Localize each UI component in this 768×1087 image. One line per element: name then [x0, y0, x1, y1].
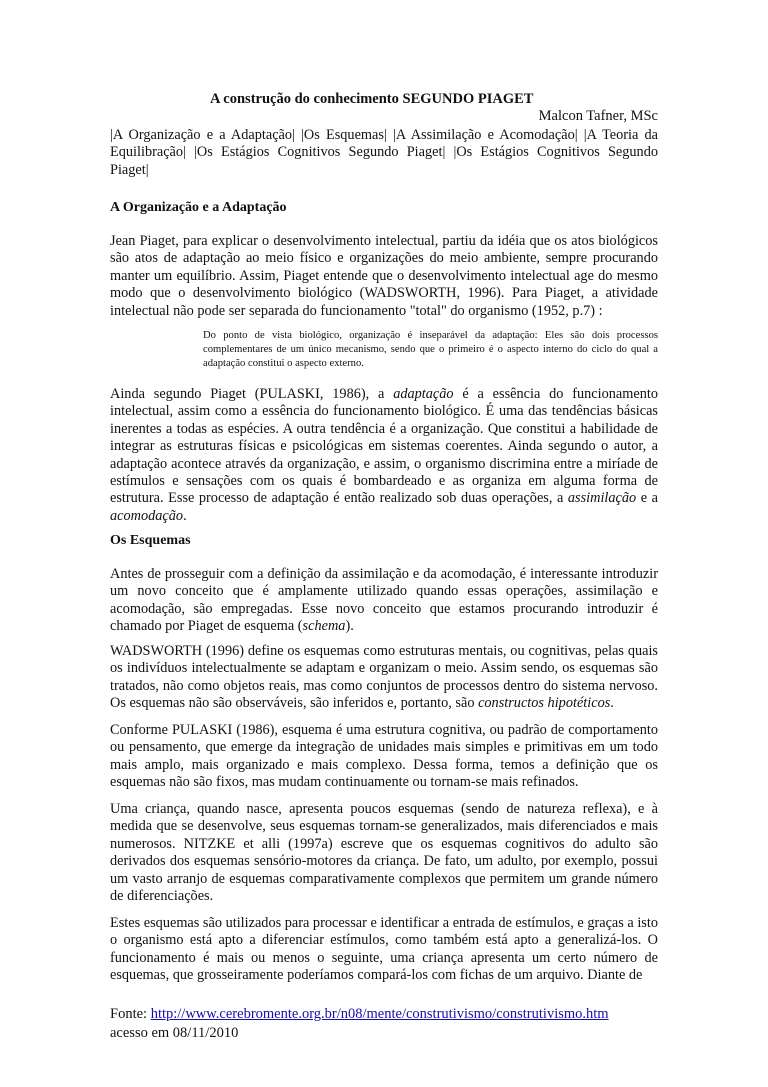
emphasis-schema: schema: [302, 618, 346, 635]
footer-source: [110, 1005, 609, 1043]
author-name: Malcon Tafner, MSc: [538, 108, 658, 124]
footer-label: Fonte:: [110, 1006, 151, 1022]
document-title: A construção do conhecimento SEGUNDO PIAGET: [210, 91, 534, 107]
paragraph: Conforme PULASKI (1986), esquema é uma estrutura cognitiva, ou padrão de comportamento ou pensamento, que emerge da integração de unidades mais simples e primitivas em um todo mais amplo, mais organizado e mais complexo. Dessa forma, temos a definição que os esquemas não são fixos, mas mudam continuamente ou tornam-se mais refinados.: [110, 722, 658, 791]
source-link[interactable]: http://www.cerebromente.org.br/n08/mente/construtivismo/construtivismo.htm: [150, 1006, 609, 1022]
emphasis-adaptacao: adaptação: [393, 386, 454, 402]
paragraph: Jean Piaget, para explicar o desenvolvimento intelectual, partiu da idéia que os atos biológicos são atos de adaptação ao meio físico e organizações do meio ambiente, sempre procurando manter um equilíbrio. Assim, Piaget entende que o desenvolvimento intelectual age do mesmo modo que o desenvolvimento biológico (WADSWORTH, 1996). Para Piaget, a atividade intelectual não pode ser separada do funcionamento "total" do organismo (1952, p.7) :: [110, 233, 658, 319]
paragraph: Antes de prosseguir com a definição da assimilação e da acomodação, é interessante introduzir um novo conceito que é amplamente utilizado quando essas operações, assimilação e acomodação, são empregadas. Esse novo conceito que estamos procurando introduzir é chamado por Piaget de esquema (schema).: [110, 566, 658, 635]
footer-access-date: acesso em 08/11/2010: [110, 1025, 239, 1041]
section-heading-organizacao: A Organização e a Adaptação: [110, 200, 287, 215]
table-of-contents: |A Organização e a Adaptação| |Os Esquemas| |A Assimilação e Acomodação| |A Teoria da Equilibração| |Os Estágios Cognitivos Segundo Piaget| |Os Estágios Cognitivos Segundo Piaget|: [110, 127, 658, 178]
emphasis-acomodacao: acomodação: [110, 507, 184, 524]
paragraph: Ainda segundo Piaget (PULASKI, 1986), a adaptação é a essência do funcionamento intelectual, assim como a essência do funcionamento biológico. É uma das tendências básicas inerentes a todas as espécies. A outra tendência é a organização. Que constitui a habilidade de integrar as estruturas físicas e psicológicas em sistemas coerentes. Ainda segundo o autor, a adaptação acontece através da organização, e assim, o organismo discrimina entre a miríade de estímulos e sensações com os quais é bombardeado e as organiza em alguma forma de estrutura. Esse processo de adaptação é então realizado sob duas operações, a assimilação e a acomodação.: [110, 386, 658, 524]
paragraph: Uma criança, quando nasce, apresenta poucos esquemas (sendo de natureza reflexa), e à medida que se desenvolve, seus esquemas tornam-se generalizados, mais diferenciados e mais numerosos. NITZKE et alli (1997a) escreve que os esquemas cognitivos do adulto são derivados dos esquemas sensório-motores da criança. De fato, um adulto, por exemplo, possui um vasto arranjo de esquemas comparativamente complexos que permitem um grande número de diferenciações.: [110, 801, 658, 905]
paragraph: WADSWORTH (1996) define os esquemas como estruturas mentais, ou cognitivas, pelas quais os indivíduos intelectualmente se adaptam e organizam o meio. Assim sendo, os esquemas são tratados, não como objetos reais, mas como conjuntos de processos dentro do sistema nervoso. Os esquemas não são observáveis, são inferidos e, portanto, são constructos hipotéticos.: [110, 643, 658, 712]
block-quote: Do ponto de vista biológico, organização é inseparável da adaptação: Eles são dois processos complementares de um único mecanismo, sendo que o primeiro é o aspecto interno do ciclo do qual a adaptação constitui o aspecto externo.: [203, 330, 658, 370]
section-heading-esquemas: Os Esquemas: [110, 533, 191, 548]
paragraph: Estes esquemas são utilizados para processar e identificar a entrada de estímulos, e graças a isto o organismo está apto a diferenciar estímulos, como também está apto a generalizá-los. O funcionamento é mais ou menos o seguinte, uma criança apresenta um certo número de esquemas, que grosseiramente poderíamos compará-los com fichas de um arquivo. Diante de: [110, 915, 658, 984]
emphasis-assimilacao: assimilação: [567, 490, 637, 507]
emphasis-constructos: constructos hipotéticos: [478, 695, 611, 712]
